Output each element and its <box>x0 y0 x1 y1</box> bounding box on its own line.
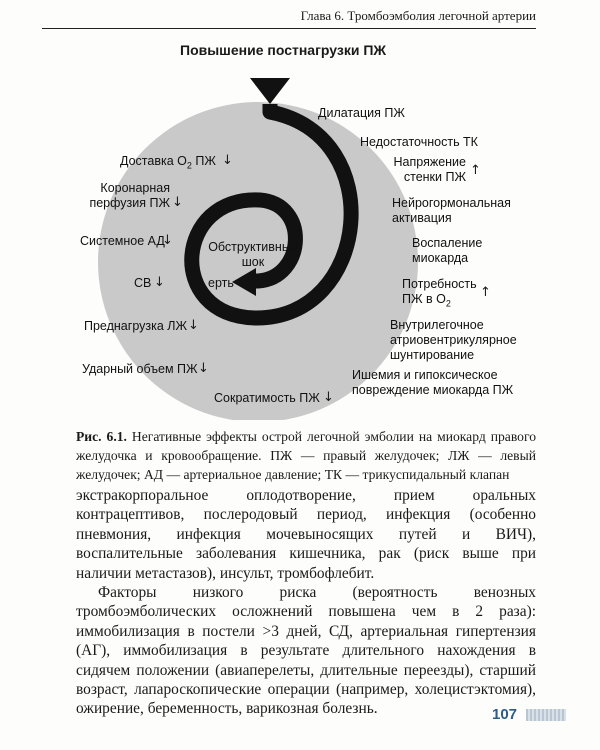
running-title: Глава 6. Тромбоэмболия легочной артерии <box>300 8 536 23</box>
label-o2-demand-line2: ПЖ в О <box>402 292 446 306</box>
arrow-down-icon: ↓ <box>222 153 233 168</box>
arrow-down-icon: ↓ <box>188 318 199 333</box>
label-inflammation-line1: Воспаление <box>412 236 483 250</box>
label-tk-insufficiency: Недостаточность ТК <box>360 135 478 149</box>
label-coronary-line2: перфузия ПЖ <box>89 196 170 210</box>
label-o2-delivery <box>120 154 216 174</box>
paragraph-1: экстракорпоральное оплодотворение, прием оральных контрацептивов, послеродовый период, инфекция (особенно пневмония, инфекция мочевыносящих путей и ВИЧ), воспалительные заболевания кишечника, рак (риск выше при наличии метастазов), инсульт, тромбофлебит. <box>76 487 536 582</box>
arrow-up-icon: ↑ <box>470 163 481 178</box>
label-wall-tension-line1: Напряжение <box>393 155 466 169</box>
paragraph-2: Факторы низкого риска (вероятность венозных тромбоэмболических осложнений повышена чем в 2 раза): иммобилизация в постели >3 дней, СД, артериальная гипертензия (АГ), иммобилизация в результате длительного нахождения в сидячем положении (авиаперелеты, длительные переезды), старший возраст, лапароскопические операции (например, холецистэктомия), ожирение, беременность, варикозная болезнь. <box>76 584 536 718</box>
label-shunting <box>390 318 517 363</box>
label-neurohormonal <box>392 196 511 226</box>
label-neurohormonal-line1: Нейрогормональная <box>392 196 511 210</box>
figure-title: Повышение постнагрузки ПЖ <box>180 42 387 58</box>
arrow-down-icon: ↓ <box>323 390 334 405</box>
label-wall-tension-line2: стенки ПЖ <box>403 170 466 184</box>
caption-label: Рис. 6.1. <box>76 429 127 444</box>
label-o2-demand-line1: Потребность <box>402 277 477 291</box>
arrow-up-icon: ↑ <box>480 285 491 300</box>
figure-caption <box>76 427 536 484</box>
entry-arrowhead <box>250 78 290 104</box>
label-coronary-perfusion <box>80 181 170 211</box>
label-contractility: Сократимость ПЖ <box>214 391 320 405</box>
arrow-down-icon: ↓ <box>172 195 183 210</box>
label-o2-delivery-suffix: ПЖ <box>191 154 216 168</box>
label-o2-demand <box>402 277 477 312</box>
center-label-line1: Обструктивный <box>208 240 298 254</box>
label-shunting-line2: атриовентрикулярное <box>390 333 517 347</box>
arrow-down-icon: ↓ <box>162 233 173 248</box>
label-ischemia <box>352 368 513 398</box>
caption-text: Негативные эффекты острой легочной эмболии на миокард правого желудочка и кровообращение. ПЖ — правый желудочек; ЛЖ — левый желудочек; АД — артериальное давление; ТК — трикуспидальный клапан <box>76 429 536 482</box>
center-label <box>204 240 302 270</box>
label-ischemia-line1: Ишемия и гипоксическое <box>352 368 498 382</box>
arrow-down-icon: ↓ <box>198 361 209 376</box>
label-coronary-line1: Коронарная <box>100 181 170 195</box>
page-number-bar <box>526 709 566 721</box>
body-text <box>76 486 536 719</box>
label-wall-tension <box>360 155 466 185</box>
label-stroke-volume: Ударный объем ПЖ <box>82 362 198 376</box>
label-o2-demand-sub: 2 <box>445 298 451 309</box>
label-o2-delivery-sub: 2 <box>186 160 192 171</box>
label-o2-delivery-text: Доставка О <box>120 154 187 168</box>
label-inflammation <box>412 236 482 266</box>
label-neurohormonal-line2: активация <box>392 211 452 225</box>
label-shunting-line3: шунтирование <box>390 348 475 362</box>
label-lv-preload: Преднагрузка ЛЖ <box>84 319 188 333</box>
center-label-line2: шок <box>241 255 265 269</box>
label-dilatation: Дилатация ПЖ <box>318 106 405 120</box>
spiral-end-label: ерть <box>208 276 234 290</box>
label-inflammation-line2: миокарда <box>412 251 469 265</box>
page-number: 107 <box>492 706 518 723</box>
label-cardiac-output: СВ <box>134 276 152 290</box>
arrow-down-icon: ↓ <box>154 275 165 290</box>
label-shunting-line1: Внутрилегочное <box>390 318 484 332</box>
label-ischemia-line2: повреждение миокарда ПЖ <box>352 383 514 397</box>
label-systemic-bp: Системное АД <box>80 234 165 248</box>
